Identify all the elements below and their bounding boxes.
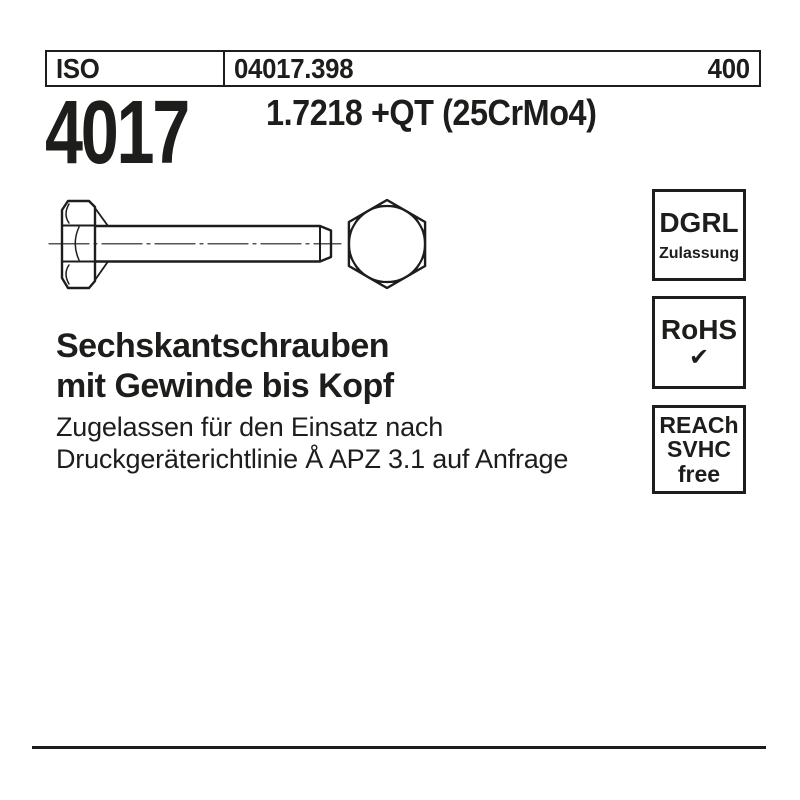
dgrl-title: DGRL <box>659 206 739 238</box>
header-cell-article <box>225 52 759 85</box>
bottom-divider <box>32 746 766 749</box>
header-cell-standard <box>47 52 225 85</box>
product-note-line2: Druckgeräterichtlinie Å APZ 3.1 auf Anfrage <box>56 444 569 474</box>
reach-line3: free <box>677 460 721 487</box>
bolt-technical-drawing <box>40 185 450 305</box>
standard-label: ISO <box>56 52 100 84</box>
badge-reach-svhc-free <box>652 405 746 494</box>
checkmark-icon: ✔ <box>688 343 710 371</box>
badge-rohs <box>652 296 746 389</box>
product-note-line1: Zugelassen für den Einsatz nach <box>56 412 444 442</box>
header-bar <box>45 50 761 87</box>
rohs-title: RoHS <box>660 313 738 345</box>
dgrl-subtitle: Zulassung <box>658 244 739 262</box>
badge-dgrl-zulassung <box>652 189 746 281</box>
header-code: 400 <box>707 52 750 84</box>
bolt-head-front-view <box>349 200 425 288</box>
standard-number: 4017 <box>45 83 189 183</box>
bolt-side-view <box>49 201 341 288</box>
article-number: 04017.398 <box>234 52 354 84</box>
reach-line1: REACh <box>659 411 739 438</box>
product-title-line2: mit Gewinde bis Kopf <box>56 367 394 405</box>
material-grade: 1.7218 +QT (25CrMo4) <box>266 92 597 133</box>
reach-line2: SVHC <box>667 436 731 463</box>
product-title-line1: Sechskantschrauben <box>56 327 390 365</box>
